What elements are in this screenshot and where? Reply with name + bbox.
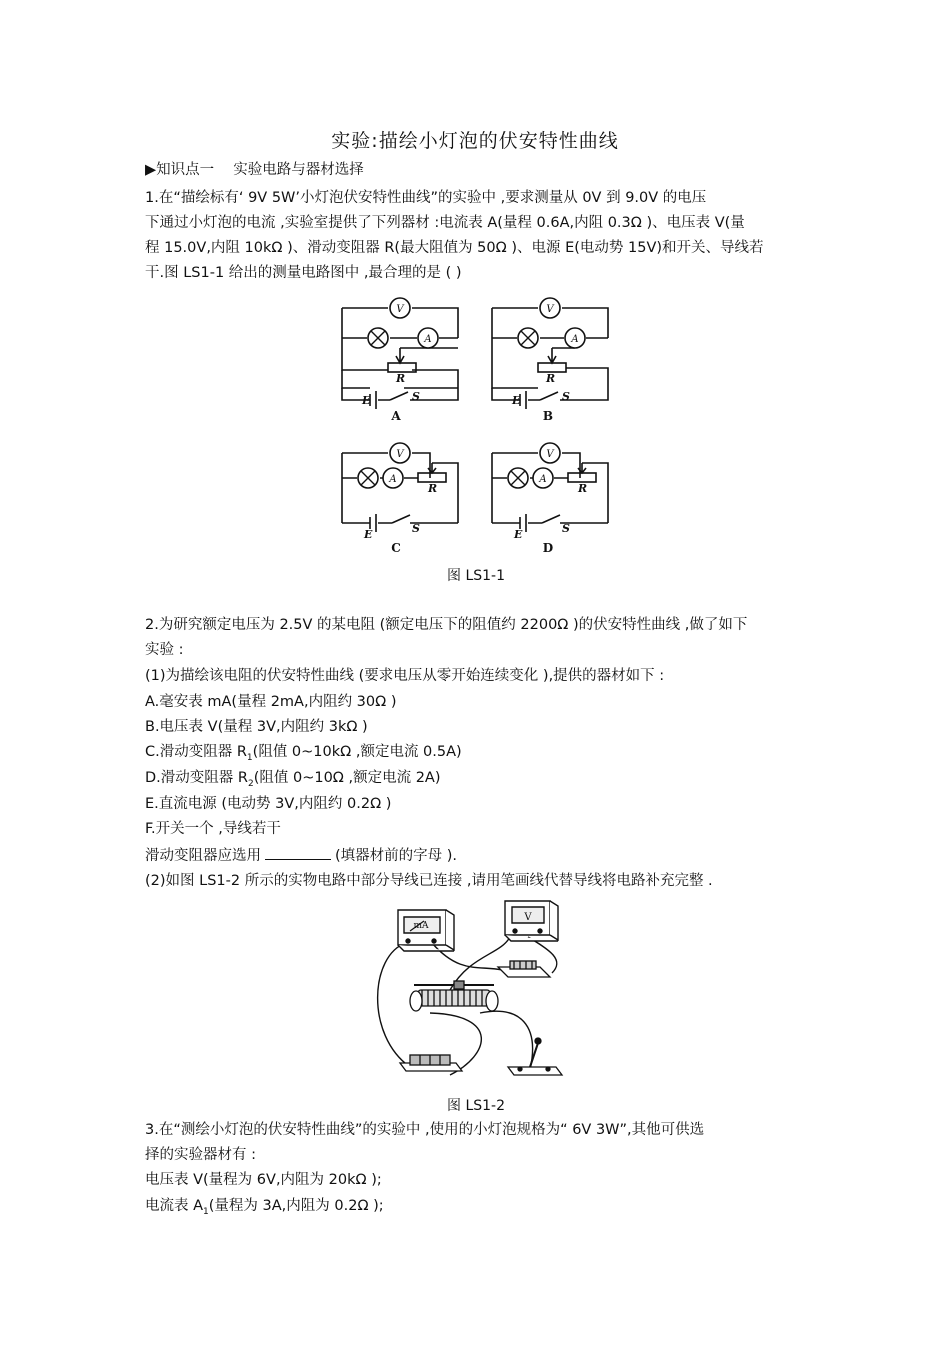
section-heading: ▶知识点一 实验电路与器材选择 bbox=[145, 162, 364, 178]
v-label: V bbox=[524, 912, 532, 923]
q3-line-4: 电流表 $A_1$(量程为 3A,内阻为 0.2Ω ); bbox=[145, 1198, 384, 1217]
q3-line-3: 电压表 V(量程为 6V,内阻为 20kΩ ); bbox=[145, 1172, 382, 1188]
e-label-b: E bbox=[512, 394, 521, 407]
figure-ls1-2-caption: 图 LS1-2 bbox=[447, 1098, 506, 1114]
v-label-a: V bbox=[396, 304, 404, 315]
q2-option-b: B.电压表 V(量程 3V,内阻约 3kΩ ) bbox=[145, 719, 368, 735]
q2-line-2: 实验 : bbox=[145, 642, 184, 658]
q2-option-c: C.滑动变阻器 $R_1$(阻值 0~10kΩ ,额定电流 0.5A) bbox=[145, 744, 462, 763]
q1-line-2: 下通过小灯泡的电流 ,实验室提供了下列器材 :电流表 A(量程 0.6A,内阻 0.3Ω )、电压表 V(量 bbox=[145, 215, 745, 231]
wire-left bbox=[378, 943, 410, 1067]
page-title: 实验:描绘小灯泡的伏安特性曲线 bbox=[331, 130, 619, 152]
r-label-d: R bbox=[578, 482, 588, 495]
q2-line-1: 2.为研究额定电压为 2.5V 的某电阻 (额定电压下的阻值约 2200Ω )的伏安特性曲线 ,做了如下 bbox=[145, 617, 748, 633]
circuit-b bbox=[492, 308, 608, 409]
s-label-d: S bbox=[562, 522, 570, 535]
q1-line-1: 1.在“描绘标有‘ 9V 5W’小灯泡伏安特性曲线”的实验中 ,要求测量从 0V 到 9.0V 的电压 bbox=[145, 190, 707, 206]
rheostat bbox=[410, 981, 498, 1011]
figure-ls1-1-caption: 图 LS1-1 bbox=[447, 568, 506, 584]
q1-line-4: 干.图 LS1-1 给出的测量电路图中 ,最合理的是 ( ) bbox=[145, 265, 462, 281]
q2-option-a: A.毫安表 mA(量程 2mA,内阻约 30Ω ) bbox=[145, 694, 397, 710]
s-label-b: S bbox=[562, 390, 570, 403]
option-a-label: A bbox=[391, 409, 401, 423]
q3-line-2: 择的实验器材有 : bbox=[145, 1147, 256, 1163]
figure-ls1-1 bbox=[330, 290, 630, 560]
e-label-c: E bbox=[364, 528, 373, 541]
a-label-c: A bbox=[389, 474, 397, 485]
q2-option-e: E.直流电源 (电动势 3V,内阻约 0.2Ω ) bbox=[145, 796, 392, 812]
r-label-b: R bbox=[546, 372, 556, 385]
q2-fill-in: 滑动变阻器应选用 (填器材前的字母 ). bbox=[145, 845, 457, 866]
figure-ls1-2 bbox=[370, 895, 585, 1090]
r-label-c: R bbox=[428, 482, 438, 495]
circuit-d bbox=[492, 453, 608, 532]
answer-blank[interactable] bbox=[265, 845, 331, 860]
knife-switch bbox=[508, 1038, 562, 1075]
q1-line-3: 程 15.0V,内阻 10kΩ )、滑动变阻器 R(最大阻值为 50Ω )、电源 E(电动势 15V)和开关、导线若 bbox=[145, 240, 764, 256]
e-label-a: E bbox=[362, 394, 371, 407]
s-label-a: S bbox=[412, 390, 420, 403]
a-label-b: A bbox=[571, 334, 579, 345]
option-c-label: C bbox=[391, 541, 401, 555]
resistor-board bbox=[498, 961, 550, 977]
v-label-d: V bbox=[546, 449, 554, 460]
battery bbox=[400, 1055, 462, 1071]
v-label-c: V bbox=[396, 449, 404, 460]
option-b-label: B bbox=[542, 409, 554, 423]
q2-option-d: D.滑动变阻器 $R_2$(阻值 0~10Ω ,额定电流 2A) bbox=[145, 770, 441, 789]
r-label-a: R bbox=[396, 372, 406, 385]
v-label-b: V bbox=[546, 304, 554, 315]
wire-switch bbox=[480, 1011, 533, 1070]
q3-line-1: 3.在“测绘小灯泡的伏安特性曲线”的实验中 ,使用的小灯泡规格为“ 6V 3W”,其他可供选 bbox=[145, 1122, 705, 1138]
wire-ma-to-lamp bbox=[432, 943, 502, 970]
e-label-d: E bbox=[514, 528, 523, 541]
circuit-c bbox=[342, 453, 458, 532]
a-label-a: A bbox=[424, 334, 432, 345]
q2-part-2: (2)如图 LS1-2 所示的实物电路中部分导线已连接 ,请用笔画线代替导线将电路补充完整 . bbox=[145, 873, 713, 889]
q2-line-3: (1)为描绘该电阻的伏安特性曲线 (要求电压从零开始连续变化 ),提供的器材如下 : bbox=[145, 668, 665, 684]
q2-option-f: F.开关一个 ,导线若干 bbox=[145, 821, 281, 837]
circuit-a bbox=[342, 308, 458, 409]
ma-label: mA bbox=[413, 921, 429, 931]
option-d-label: D bbox=[542, 541, 554, 555]
a-label-d: A bbox=[539, 474, 547, 485]
s-label-c: S bbox=[412, 522, 420, 535]
